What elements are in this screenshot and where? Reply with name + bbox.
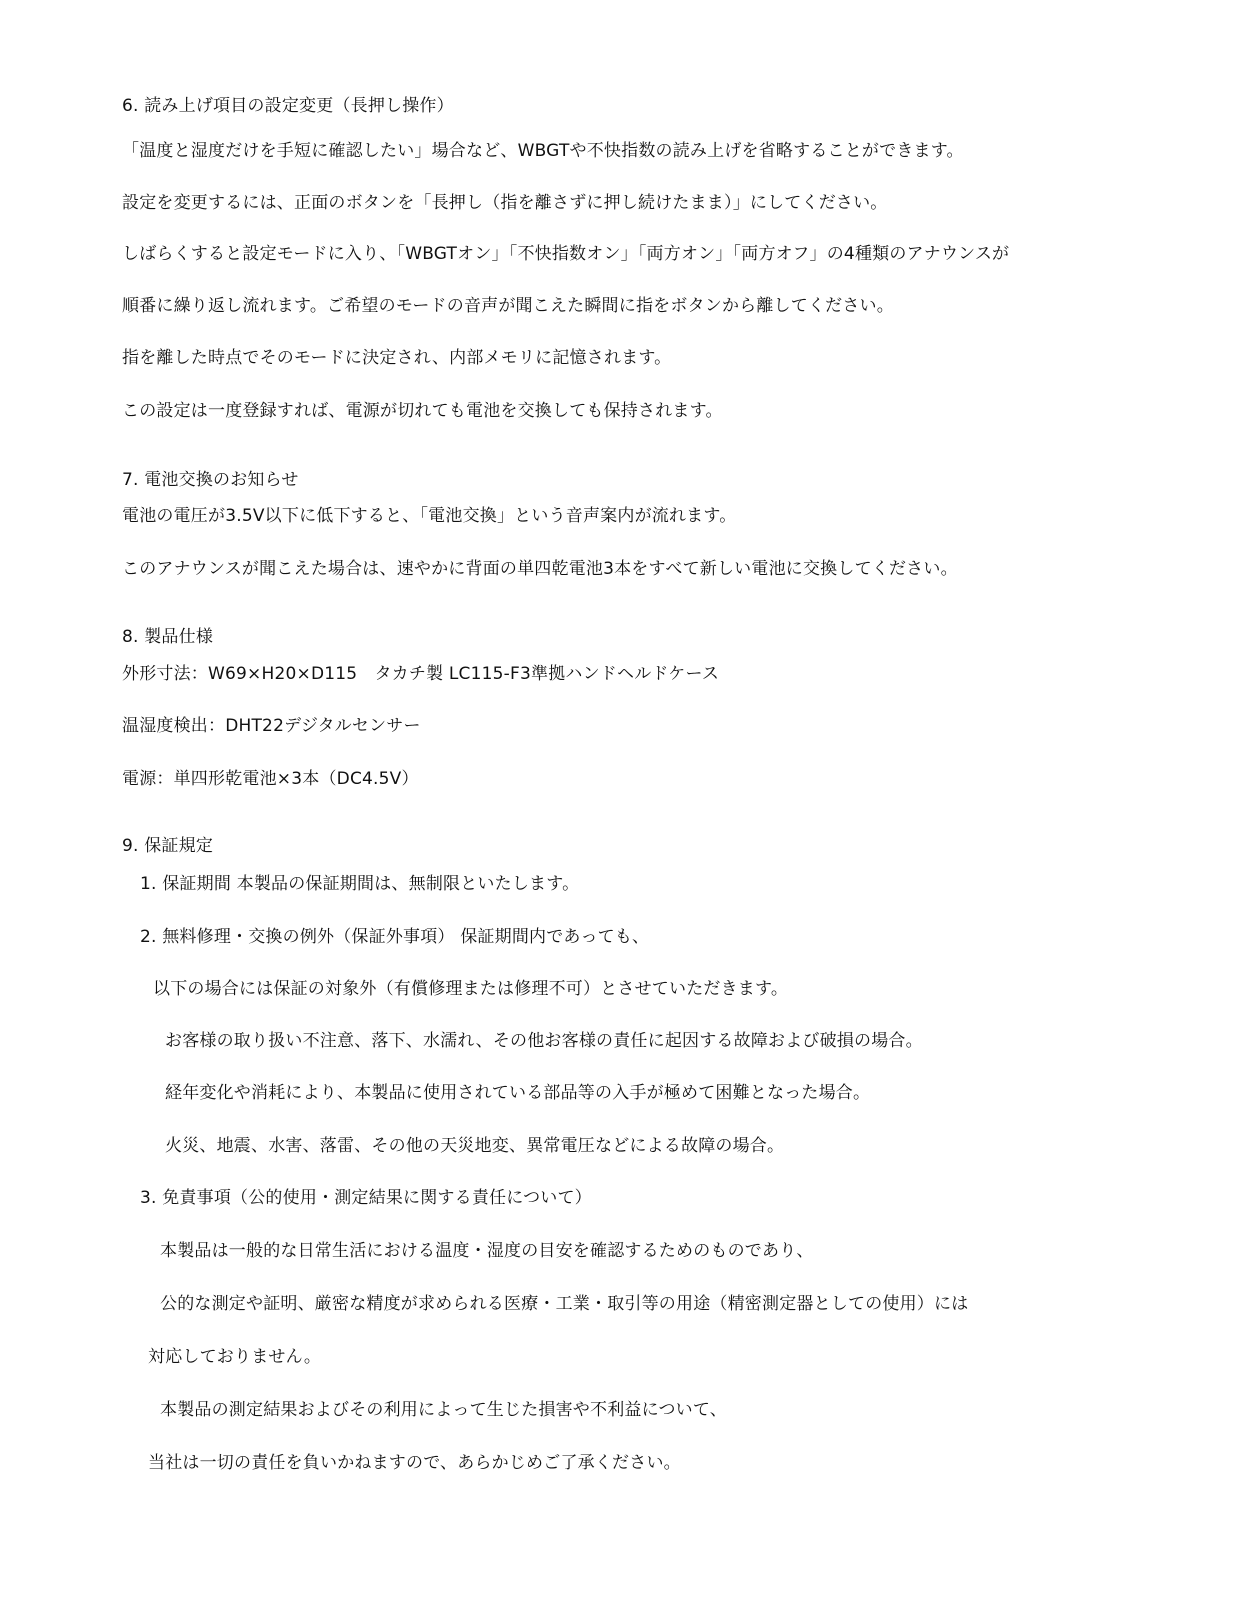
disclaimer-line: 本製品は一般的な日常生活における温度・湿度の目安を確認するためのものであり、 bbox=[160, 1241, 814, 1261]
section-6-line: 「温度と湿度だけを手短に確認したい」場合など、WBGTや不快指数の読み上げを省略することができます。 bbox=[122, 141, 964, 161]
section-7-line: このアナウンスが聞こえた場合は、速やかに背面の単四乾電池3本をすべて新しい電池に交換してください。 bbox=[122, 559, 958, 579]
spec-power: 電源：単四形乾電池×3本（DC4.5V） bbox=[122, 769, 419, 789]
section-8-heading: 8. 製品仕様 bbox=[122, 627, 214, 647]
spec-dimensions: 外形寸法：W69×H20×D115 タカチ製 LC115-F3準拠ハンドヘルドケース bbox=[122, 664, 720, 684]
disclaimer-line: 公的な測定や証明、厳密な精度が求められる医療・工業・取引等の用途（精密測定器としての使用）には bbox=[160, 1294, 969, 1314]
section-6-line: 設定を変更するには、正面のボタンを「長押し（指を離さずに押し続けたまま）」にしてください。 bbox=[122, 193, 888, 213]
section-7-heading: 7. 電池交換のお知らせ bbox=[122, 470, 299, 490]
warranty-case: 火災、地震、水害、落雷、その他の天災地変、異常電圧などによる故障の場合。 bbox=[165, 1136, 785, 1156]
section-9-heading: 9. 保証規定 bbox=[122, 836, 214, 856]
disclaimer-line: 当社は一切の責任を負いかねますので、あらかじめご了承ください。 bbox=[148, 1453, 681, 1473]
disclaimer-line: 対応しておりません。 bbox=[148, 1347, 322, 1367]
section-6-line: 順番に繰り返し流れます。ご希望のモードの音声が聞こえた瞬間に指をボタンから離してください。 bbox=[122, 296, 894, 316]
section-7-line: 電池の電圧が3.5V以下に低下すると、「電池交換」という音声案内が流れます。 bbox=[122, 506, 737, 526]
section-6-heading: 6. 読み上げ項目の設定変更（長押し操作） bbox=[122, 96, 454, 116]
spec-sensor: 温湿度検出：DHT22デジタルセンサー bbox=[122, 716, 421, 736]
warranty-case: 経年変化や消耗により、本製品に使用されている部品等の入手が極めて困難となった場合。 bbox=[165, 1083, 871, 1103]
warranty-item-1: 1. 保証期間 本製品の保証期間は、無制限といたします。 bbox=[140, 874, 580, 894]
section-6-line: この設定は一度登録すれば、電源が切れても電池を交換しても保持されます。 bbox=[122, 401, 723, 421]
warranty-item-2: 2. 無料修理・交換の例外（保証外事項） 保証期間内であっても、 bbox=[140, 927, 650, 947]
section-6-line: しばらくすると設定モードに入り、「WBGTオン」「不快指数オン」「両方オン」「両方オフ」の4種類のアナウンスが bbox=[122, 244, 1010, 264]
warranty-item-3: 3. 免責事項（公的使用・測定結果に関する責任について） bbox=[140, 1188, 592, 1208]
section-6-line: 指を離した時点でそのモードに決定され、内部メモリに記憶されます。 bbox=[122, 348, 672, 368]
warranty-case: お客様の取り扱い不注意、落下、水濡れ、その他お客様の責任に起因する故障および破損の場合。 bbox=[165, 1031, 923, 1051]
disclaimer-line: 本製品の測定結果およびその利用によって生じた損害や不利益について、 bbox=[160, 1400, 727, 1420]
warranty-item-2-cont: 以下の場合には保証の対象外（有償修理または修理不可）とさせていただきます。 bbox=[153, 979, 789, 999]
